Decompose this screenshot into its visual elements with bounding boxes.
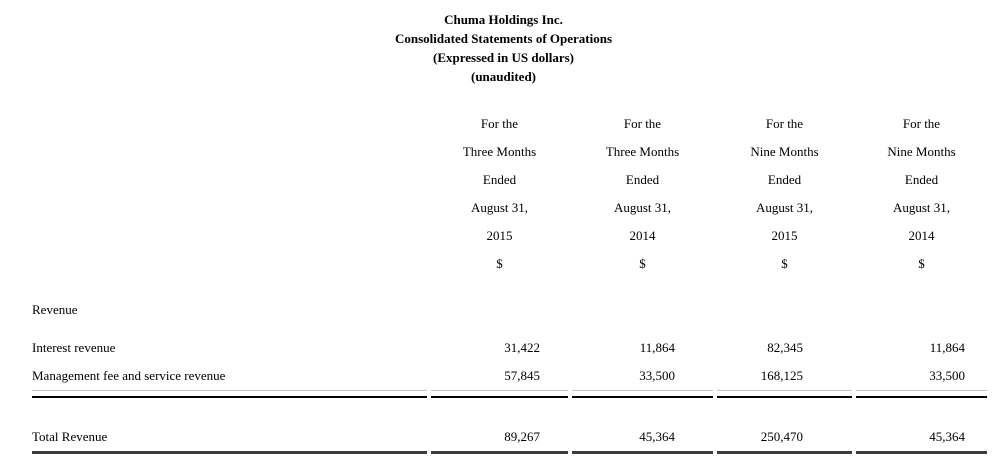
company-name: Chuma Holdings Inc. xyxy=(444,12,563,27)
table-row-management-fee-revenue xyxy=(32,362,987,391)
column-header: Nine Months xyxy=(887,144,956,159)
spacer-row xyxy=(32,324,987,334)
column-header: 2015 xyxy=(486,228,513,243)
column-header: Three Months xyxy=(605,144,680,159)
header-label-spacer xyxy=(32,166,427,194)
row-value: 89,267 xyxy=(504,429,540,444)
total-separator-rule xyxy=(32,391,987,398)
header-row-for-the xyxy=(32,110,987,138)
financial-statement-table xyxy=(28,110,991,454)
row-value: 11,864 xyxy=(639,340,675,355)
column-header: For the xyxy=(480,116,519,131)
column-header: 2015 xyxy=(771,228,798,243)
document-title-block xyxy=(0,0,1007,86)
column-header: Ended xyxy=(767,172,802,187)
row-value: 33,500 xyxy=(572,362,713,391)
row-value: 82,345 xyxy=(767,340,803,355)
row-label: Revenue xyxy=(32,302,78,317)
header-label-spacer xyxy=(32,222,427,250)
row-value xyxy=(856,296,987,324)
row-value: 168,125 xyxy=(717,362,852,391)
column-header: 2014 xyxy=(629,228,656,243)
spacer-row xyxy=(32,278,987,296)
column-header: August 31, xyxy=(470,200,529,215)
header-row-date xyxy=(32,194,987,222)
column-header: For the xyxy=(902,116,941,131)
row-value: 31,422 xyxy=(504,340,540,355)
header-label-spacer xyxy=(32,138,427,166)
column-header: Ended xyxy=(482,172,517,187)
row-value: 33,500 xyxy=(856,362,987,391)
row-label: Management fee and service revenue xyxy=(32,362,427,391)
header-row-year xyxy=(32,222,987,250)
row-value: 57,845 xyxy=(431,362,568,391)
table-row-revenue-section xyxy=(32,296,987,324)
row-value xyxy=(431,296,568,324)
column-header: Ended xyxy=(625,172,660,187)
row-value xyxy=(572,296,713,324)
column-header: August 31, xyxy=(613,200,672,215)
spacer-row xyxy=(32,398,987,423)
dollar-sign-header: $ xyxy=(496,256,503,271)
bottom-rule xyxy=(32,451,987,454)
row-value xyxy=(717,296,852,324)
header-row-ended xyxy=(32,166,987,194)
row-value: 11,864 xyxy=(929,340,965,355)
row-label: Interest revenue xyxy=(32,340,116,355)
header-label-spacer xyxy=(32,250,427,278)
dollar-sign-header: $ xyxy=(781,256,788,271)
column-header: Ended xyxy=(904,172,939,187)
column-header: For the xyxy=(765,116,804,131)
column-header: August 31, xyxy=(755,200,814,215)
header-row-period xyxy=(32,138,987,166)
header-label-spacer xyxy=(32,110,427,138)
dollar-sign-header: $ xyxy=(639,256,646,271)
column-header: August 31, xyxy=(892,200,951,215)
table-row-total-revenue xyxy=(32,423,987,451)
dollar-sign-header: $ xyxy=(918,256,925,271)
header-label-spacer xyxy=(32,194,427,222)
row-value: 250,470 xyxy=(760,429,803,444)
row-label: Total Revenue xyxy=(32,429,108,444)
row-value: 45,364 xyxy=(639,429,675,444)
table-row-interest-revenue xyxy=(32,334,987,362)
column-header: Three Months xyxy=(462,144,537,159)
audit-note: (unaudited) xyxy=(470,69,537,84)
column-header: 2014 xyxy=(908,228,935,243)
header-row-currency-symbol xyxy=(32,250,987,278)
statement-title: Consolidated Statements of Operations xyxy=(394,31,613,46)
column-header: For the xyxy=(623,116,662,131)
row-value: 45,364 xyxy=(929,429,965,444)
column-header: Nine Months xyxy=(750,144,819,159)
currency-note: (Expressed in US dollars) xyxy=(433,50,574,65)
